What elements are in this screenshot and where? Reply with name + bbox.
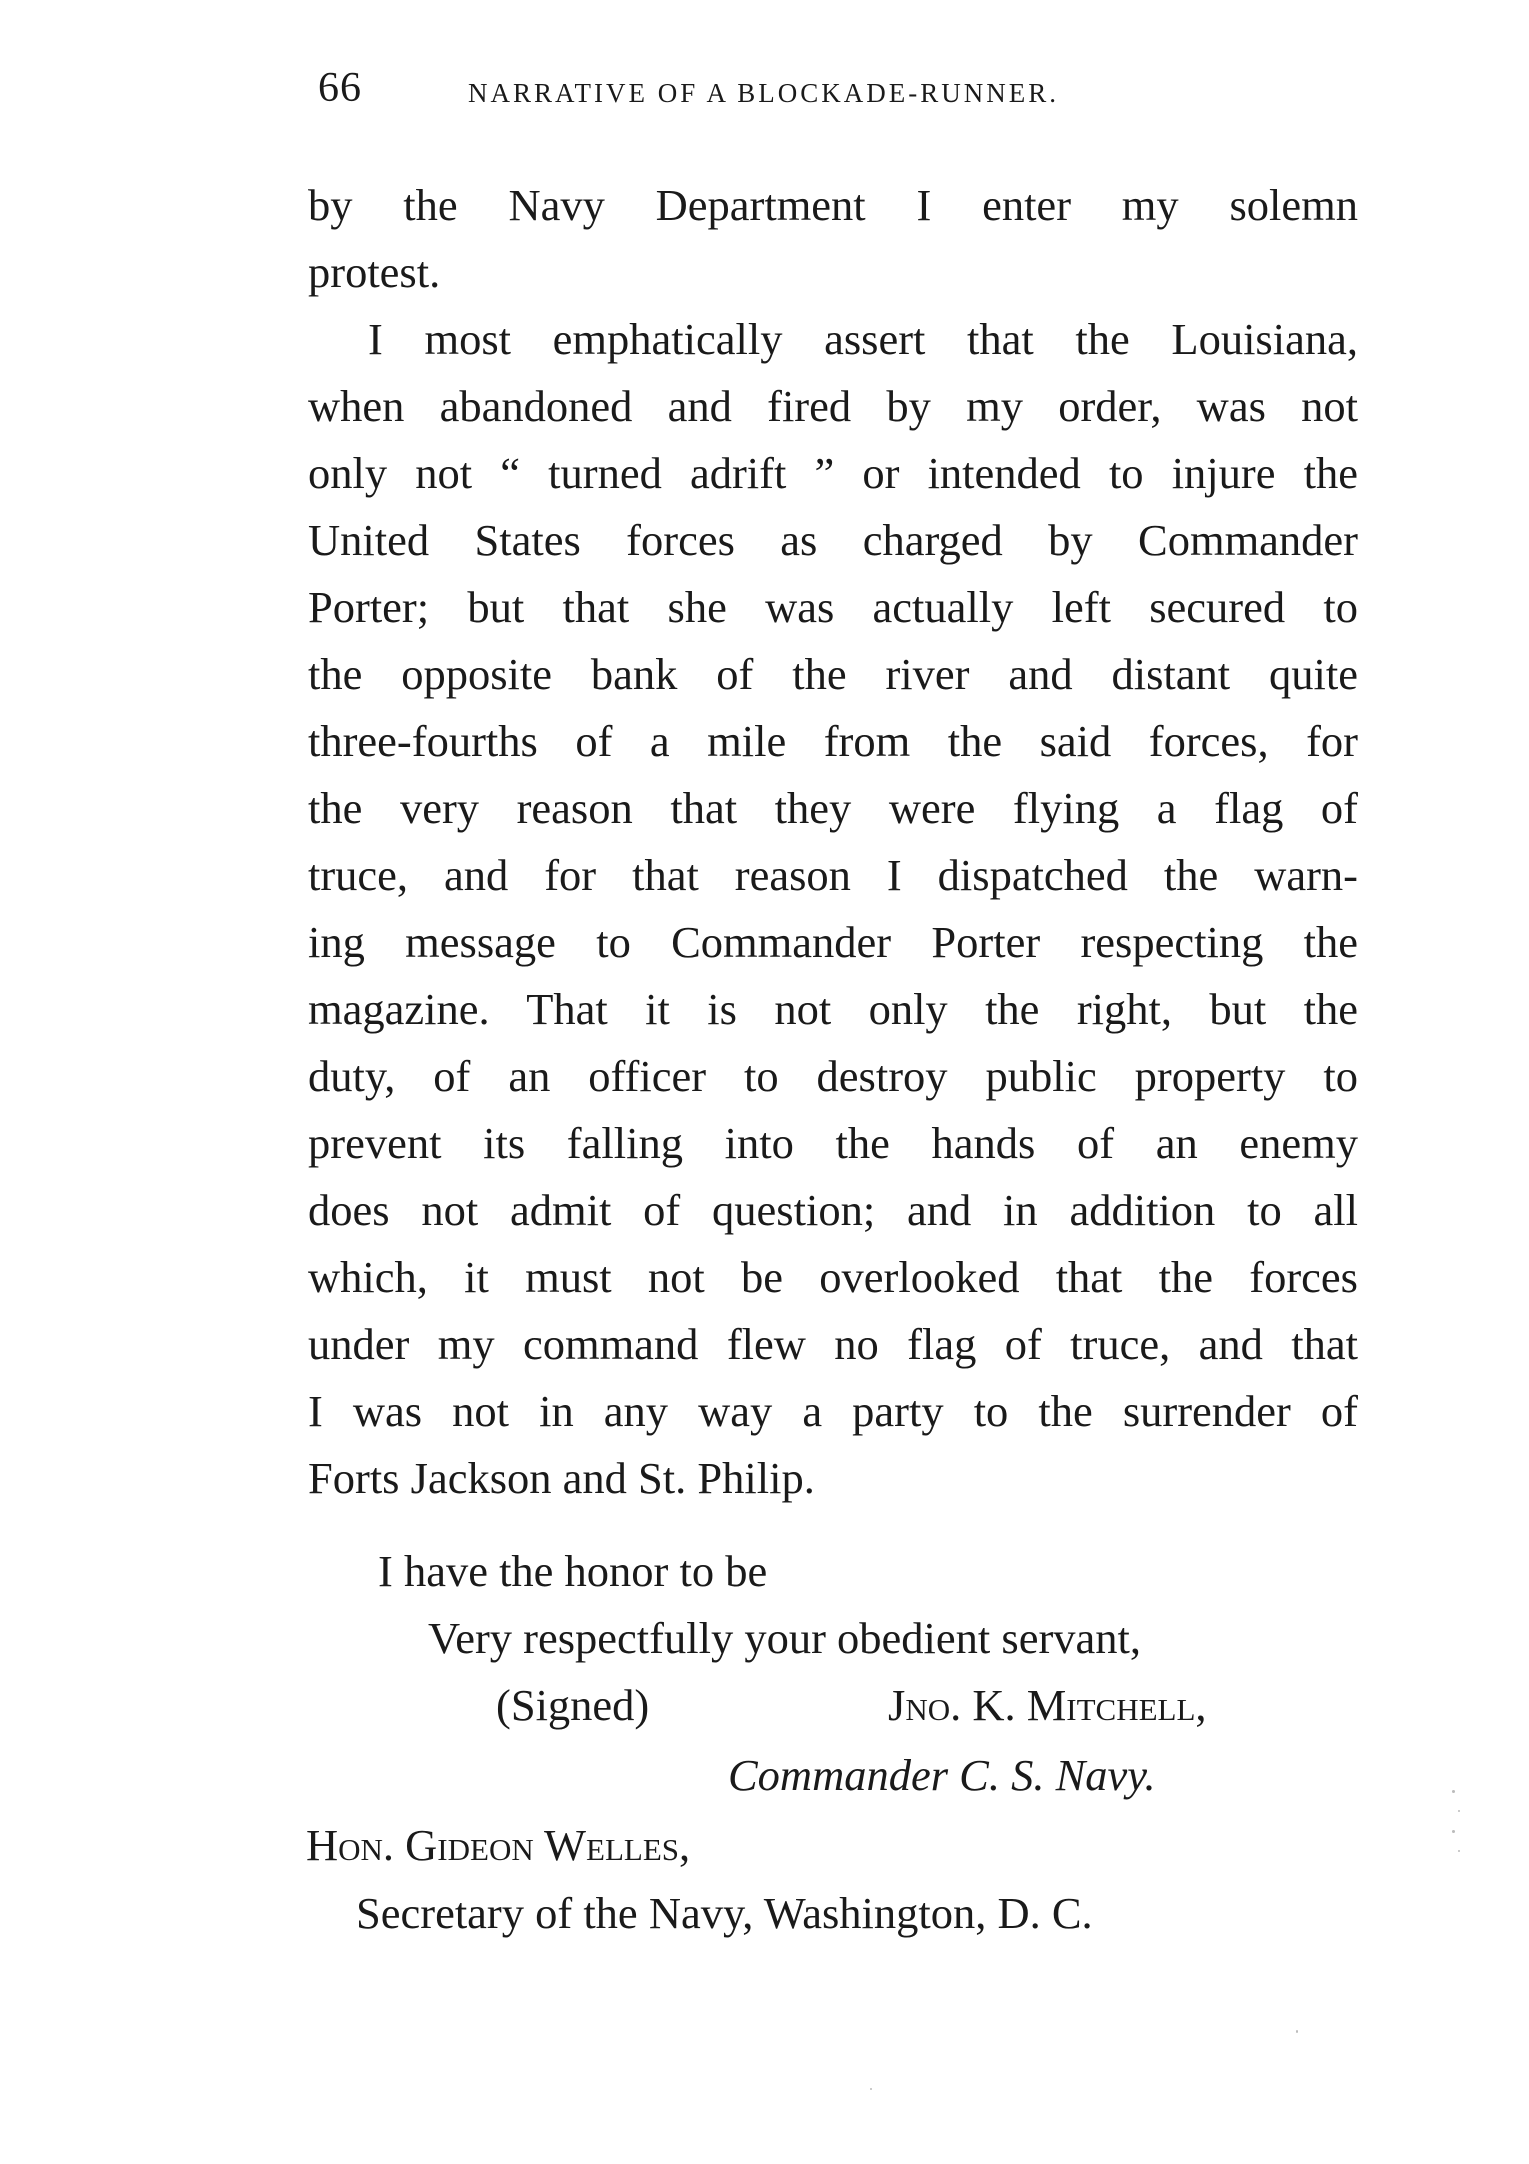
text-line: I most emphatically assert that the Louisiana, — [368, 314, 1358, 364]
paper-speck — [1458, 1810, 1460, 1812]
text-line: does not admit of question; and in addition to all — [308, 1185, 1358, 1235]
text-line: under my command flew no flag of truce, and that — [308, 1319, 1358, 1369]
text-line: prevent its falling into the hands of an enemy — [308, 1118, 1358, 1168]
text-line: which, it must not be overlooked that the forces — [308, 1252, 1358, 1302]
paper-speck — [1458, 1850, 1460, 1852]
text-line: protest. — [308, 247, 441, 297]
page-header — [318, 64, 1278, 124]
body-text — [308, 172, 1358, 1512]
text-line: truce, and for that reason I dispatched the warn- — [308, 850, 1358, 900]
text-line: three-fourths of a mile from the said forces, for — [308, 716, 1358, 766]
addressee-name: Hon. Gideon Welles, — [306, 1820, 691, 1870]
paper-speck — [1452, 1830, 1455, 1833]
paper-speck — [870, 2088, 872, 2090]
signed-label: (Signed) — [496, 1680, 650, 1730]
text-line: ing message to Commander Porter respecting the — [308, 917, 1358, 967]
text-line: the very reason that they were flying a flag of — [308, 783, 1358, 833]
text-line: only not “ turned adrift ” or intended to injure the — [308, 448, 1358, 498]
signatory-name: Jno. K. Mitchell, — [888, 1680, 1207, 1730]
text-line: Porter; but that she was actually left secured to — [308, 582, 1358, 632]
text-line: by the Navy Department I enter my solemn — [308, 180, 1358, 230]
text-line: when abandoned and fired by my order, was not — [308, 381, 1358, 431]
text-line: Forts Jackson and St. Philip. — [308, 1453, 815, 1503]
addressee-title: Secretary of the Navy, Washington, D. C. — [356, 1888, 1093, 1938]
signatory-title: Commander C. S. Navy. — [728, 1750, 1156, 1800]
text-line: the opposite bank of the river and distant quite — [308, 649, 1358, 699]
valediction: Very respectfully your obedient servant, — [428, 1613, 1141, 1663]
paper-speck — [1452, 1790, 1455, 1793]
page-number: 66 — [318, 65, 362, 111]
text-line: duty, of an officer to destroy public property to — [308, 1051, 1358, 1101]
text-line: magazine. That it is not only the right, but the — [308, 984, 1358, 1034]
paper-speck — [1296, 2030, 1298, 2033]
text-line: United States forces as charged by Commander — [308, 515, 1358, 565]
text-line: I was not in any way a party to the surrender of — [308, 1386, 1358, 1436]
salutation: I have the honor to be — [378, 1546, 768, 1596]
running-head: NARRATIVE OF A BLOCKADE-RUNNER. — [468, 78, 1060, 108]
